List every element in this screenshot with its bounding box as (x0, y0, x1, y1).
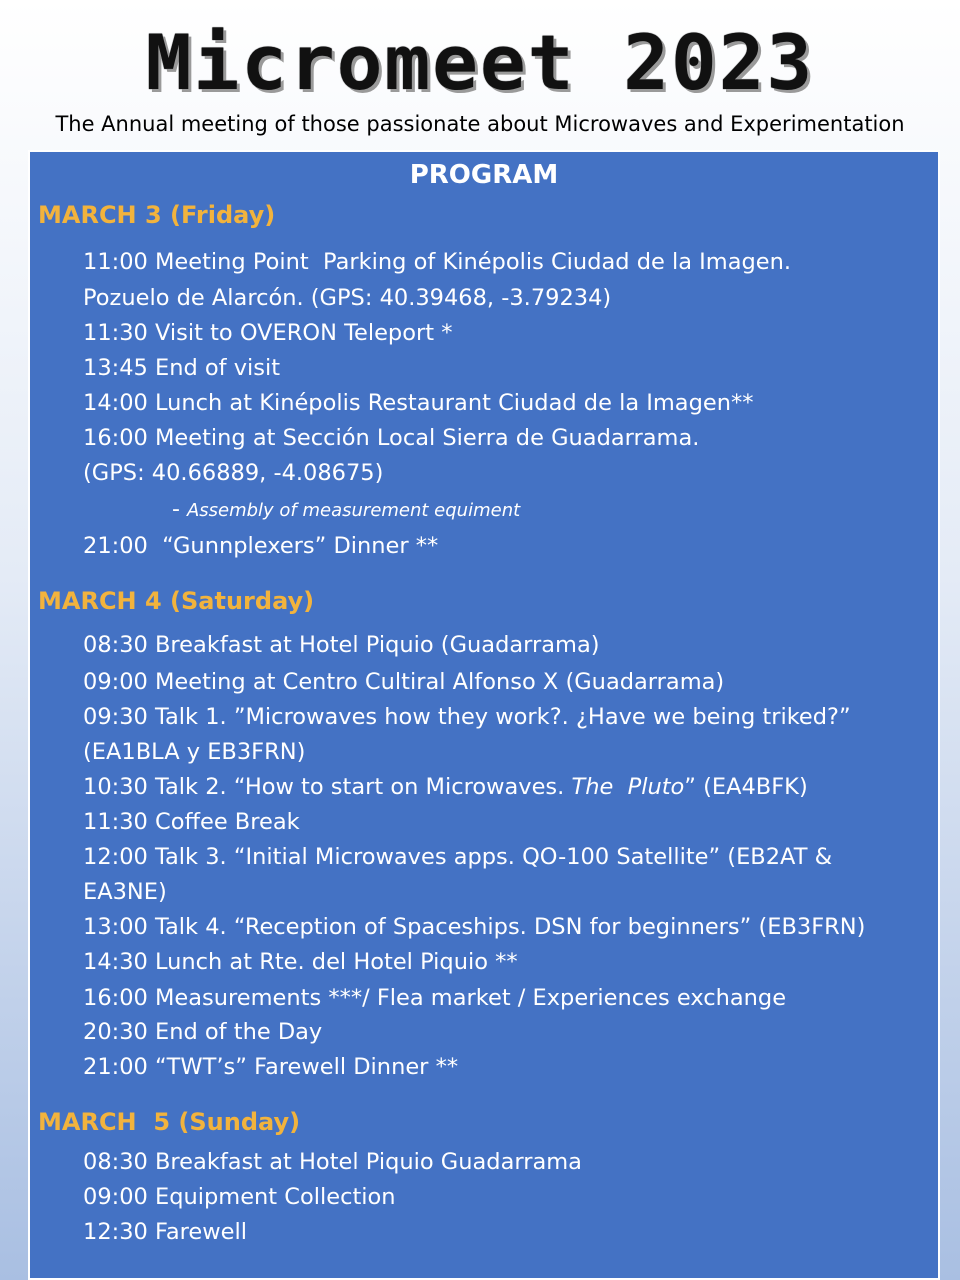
day-heading-march-4: MARCH 4 (Saturday) (38, 587, 315, 615)
schedule-item: (EA1BLA y EB3FRN) (83, 739, 306, 765)
schedule-item: 21:00 “Gunnplexers” Dinner ** (83, 533, 439, 559)
schedule-item: EA3NE) (83, 879, 167, 905)
talk-2-text: 10:30 Talk 2. “How to start on Microwaves. (83, 774, 572, 800)
schedule-note: - Assembly of measurement equiment (172, 497, 521, 522)
schedule-item: 08:30 Breakfast at Hotel Piquio (Guadarrama) (83, 632, 600, 658)
schedule-note-text: Assembly of measurement equiment (186, 500, 521, 521)
talk-2-speaker: ” (EA4BFK) (684, 774, 808, 800)
schedule-item: 09:30 Talk 1. ”Microwaves how they work?. ¿Have we being triked?” (83, 704, 851, 730)
schedule-item: 13:00 Talk 4. “Reception of Spaceships. DSN for beginners” (EB3FRN) (83, 914, 866, 940)
schedule-item: 13:45 End of visit (83, 355, 281, 381)
schedule-item: 16:00 Meeting at Sección Local Sierra de Guadarrama. (83, 425, 700, 451)
schedule-item: Pozuelo de Alarcón. (GPS: 40.39468, -3.79234) (83, 285, 612, 311)
schedule-item: 20:30 End of the Day (83, 1019, 323, 1045)
program-heading: PROGRAM (409, 160, 559, 190)
schedule-item: 14:30 Lunch at Rte. del Hotel Piquio ** (83, 949, 518, 975)
schedule-item (83, 771, 808, 803)
schedule-item: 21:00 “TWT’s” Farewell Dinner ** (83, 1054, 459, 1080)
day-heading-march-3: MARCH 3 (Friday) (38, 201, 276, 229)
page-title: Micromeet 2023 (145, 18, 815, 107)
schedule-item: 08:30 Breakfast at Hotel Piquio Guadarrama (83, 1149, 582, 1175)
talk-2-italic: The Pluto (571, 774, 685, 800)
schedule-item: 14:00 Lunch at Kinépolis Restaurant Ciudad de la Imagen** (83, 390, 754, 416)
schedule-item: 09:00 Equipment Collection (83, 1184, 396, 1210)
schedule-item: 09:00 Meeting at Centro Cultiral Alfonso X (Guadarrama) (83, 669, 725, 695)
day-heading-march-5: MARCH 5 (Sunday) (38, 1108, 301, 1136)
schedule-item: 12:30 Farewell (83, 1219, 248, 1245)
schedule-item: 11:30 Visit to OVERON Teleport * (83, 320, 453, 346)
schedule-item: 11:00 Meeting Point Parking of Kinépolis Ciudad de la Imagen. (83, 249, 792, 275)
schedule-item: (GPS: 40.66889, -4.08675) (83, 460, 384, 486)
schedule-item: 11:30 Coffee Break (83, 809, 300, 835)
schedule-item: 12:00 Talk 3. “Initial Microwaves apps. QO-100 Satellite” (EB2AT & (83, 844, 833, 870)
page-subtitle: The Annual meeting of those passionate about Microwaves and Experimentation (55, 112, 905, 136)
schedule-item: 16:00 Measurements ***/ Flea market / Experiences exchange (83, 985, 787, 1011)
